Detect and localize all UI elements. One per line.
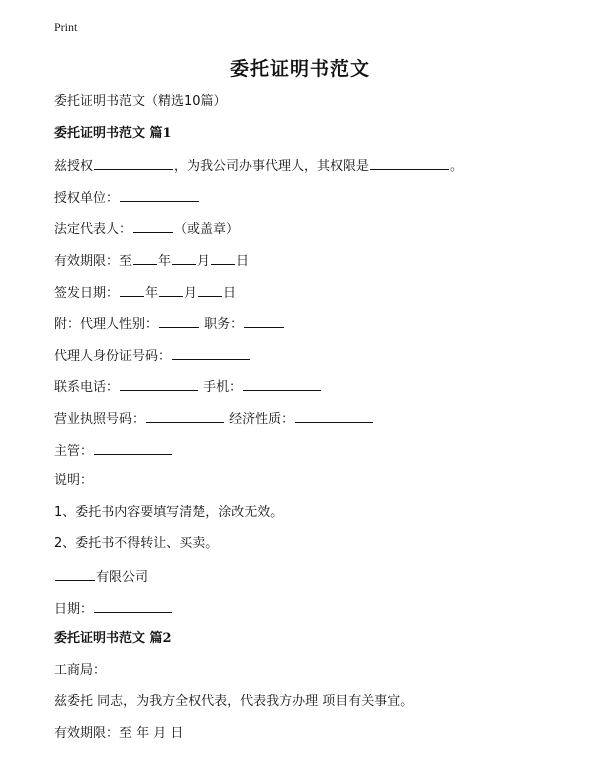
blank-field-authority-scope bbox=[370, 155, 449, 170]
document-subtitle: 委托证明书范文（精选10篇） bbox=[54, 94, 227, 109]
text: 营业执照号码： bbox=[54, 411, 146, 427]
blank-field-day bbox=[198, 282, 222, 297]
recipient-line: 工商局： bbox=[54, 662, 107, 678]
blank-field-economic-nature bbox=[295, 408, 373, 423]
blank-field-authorized-person bbox=[94, 155, 173, 170]
notes-label: 说明： bbox=[54, 473, 94, 489]
business-license-line bbox=[54, 408, 574, 440]
text: 有限公司 bbox=[96, 569, 149, 585]
text: 年 bbox=[145, 285, 159, 301]
blank-field-company-name bbox=[55, 566, 95, 581]
text: 附：代理人性别： bbox=[54, 317, 159, 333]
legal-representative-line bbox=[54, 218, 574, 250]
note-item-2: 2、委托书不得转让、买卖。 bbox=[54, 536, 219, 552]
blank-field-date bbox=[94, 598, 172, 613]
print-label: Print bbox=[54, 20, 78, 34]
document-title: 委托证明书范文 bbox=[229, 58, 370, 80]
text: 。 bbox=[450, 159, 464, 175]
section-heading-2: 委托证明书范文 篇2 bbox=[54, 631, 172, 647]
blank-field-mobile bbox=[243, 376, 321, 391]
authorization-line bbox=[54, 155, 574, 187]
text: 联系电话： bbox=[54, 380, 120, 396]
text: 日期： bbox=[54, 601, 94, 617]
blank-field-year bbox=[120, 282, 144, 297]
text: 主管： bbox=[54, 443, 94, 459]
blank-field-year bbox=[133, 250, 157, 265]
contact-line bbox=[54, 376, 574, 408]
text: 职务： bbox=[204, 317, 244, 333]
blank-field-id-number bbox=[172, 345, 250, 360]
document-body bbox=[54, 92, 574, 755]
text: 手机： bbox=[203, 380, 243, 396]
blank-field-month bbox=[172, 250, 196, 265]
blank-field-license-number bbox=[146, 408, 224, 423]
company-line bbox=[54, 566, 574, 598]
blank-field-supervisor bbox=[94, 440, 172, 455]
text: 授权单位： bbox=[54, 190, 120, 206]
text: 签发日期： bbox=[54, 285, 120, 301]
text: 法定代表人： bbox=[54, 222, 133, 238]
section-heading-1: 委托证明书范文 篇1 bbox=[54, 125, 172, 141]
delegation-line: 兹委托 同志，为我方全权代表，代表我方办理 项目有关事宜。 bbox=[54, 694, 414, 710]
blank-field-month bbox=[159, 282, 183, 297]
blank-field-day bbox=[211, 250, 235, 265]
supervisor-line bbox=[54, 440, 574, 472]
text: 经济性质： bbox=[229, 411, 295, 427]
text: 日 bbox=[223, 285, 237, 301]
date-line bbox=[54, 598, 574, 630]
text: 月 bbox=[184, 285, 198, 301]
blank-field-unit bbox=[120, 187, 199, 202]
text: 有效期限：至 bbox=[54, 253, 133, 269]
text: 月 bbox=[197, 253, 211, 269]
blank-field-phone bbox=[120, 376, 198, 391]
blank-field-position bbox=[244, 313, 284, 328]
text: 代理人身份证号码： bbox=[54, 348, 172, 364]
blank-field-gender bbox=[159, 313, 199, 328]
agent-id-line bbox=[54, 345, 574, 377]
validity-line bbox=[54, 250, 574, 282]
issue-date-line bbox=[54, 282, 574, 314]
agent-gender-title-line bbox=[54, 313, 574, 345]
text: ，为我公司办事代理人，其权限是 bbox=[174, 159, 370, 175]
text: 年 bbox=[158, 253, 172, 269]
text: 日 bbox=[236, 253, 250, 269]
blank-field-representative bbox=[133, 218, 173, 233]
validity-line-2: 有效期限：至 年 月 日 bbox=[54, 725, 184, 741]
note-item-1: 1、委托书内容要填写清楚，涂改无效。 bbox=[54, 504, 284, 520]
text: 兹授权 bbox=[54, 159, 94, 175]
text: （或盖章） bbox=[174, 222, 240, 238]
authorizing-unit-line bbox=[54, 187, 574, 219]
